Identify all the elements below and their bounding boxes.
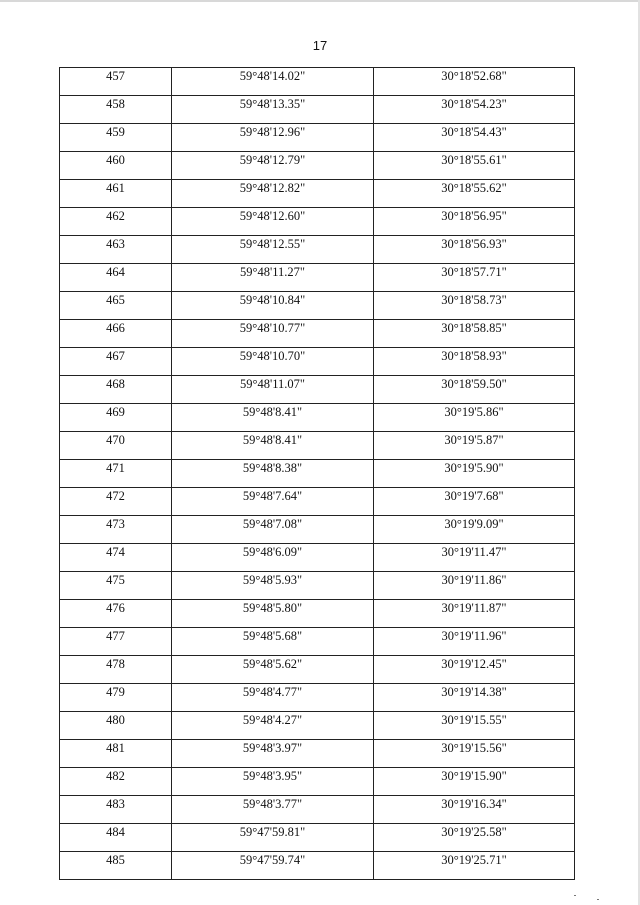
latitude-cell: 59°48'7.64" bbox=[172, 488, 374, 516]
longitude-cell: 30°19'11.47" bbox=[374, 544, 575, 572]
point-number-cell: 478 bbox=[60, 656, 172, 684]
page-number: 17 bbox=[312, 38, 328, 53]
table-row bbox=[60, 180, 575, 208]
latitude-cell: 59°48'7.08" bbox=[172, 516, 374, 544]
point-number-cell: 476 bbox=[60, 600, 172, 628]
point-number-cell: 464 bbox=[60, 264, 172, 292]
point-number-cell: 480 bbox=[60, 712, 172, 740]
table-row bbox=[60, 516, 575, 544]
table-row bbox=[60, 488, 575, 516]
latitude-cell: 59°48'4.27" bbox=[172, 712, 374, 740]
longitude-cell: 30°19'15.55" bbox=[374, 712, 575, 740]
table-row bbox=[60, 236, 575, 264]
table-row bbox=[60, 376, 575, 404]
longitude-cell: 30°18'54.43" bbox=[374, 124, 575, 152]
latitude-cell: 59°48'8.41" bbox=[172, 432, 374, 460]
point-number-cell: 462 bbox=[60, 208, 172, 236]
latitude-cell: 59°48'12.82" bbox=[172, 180, 374, 208]
point-number-cell: 479 bbox=[60, 684, 172, 712]
longitude-cell: 30°19'25.71" bbox=[374, 852, 575, 880]
latitude-cell: 59°48'11.07" bbox=[172, 376, 374, 404]
longitude-cell: 30°18'58.93" bbox=[374, 348, 575, 376]
longitude-cell: 30°19'11.86" bbox=[374, 572, 575, 600]
table-row bbox=[60, 320, 575, 348]
latitude-cell: 59°48'3.97" bbox=[172, 740, 374, 768]
longitude-cell: 30°18'56.93" bbox=[374, 236, 575, 264]
longitude-cell: 30°19'11.96" bbox=[374, 628, 575, 656]
table-row bbox=[60, 684, 575, 712]
table-row bbox=[60, 740, 575, 768]
latitude-cell: 59°48'12.96" bbox=[172, 124, 374, 152]
table-row bbox=[60, 600, 575, 628]
point-number-cell: 458 bbox=[60, 96, 172, 124]
table-row bbox=[60, 796, 575, 824]
point-number-cell: 460 bbox=[60, 152, 172, 180]
latitude-cell: 59°48'3.95" bbox=[172, 768, 374, 796]
longitude-cell: 30°18'57.71" bbox=[374, 264, 575, 292]
longitude-cell: 30°18'54.23" bbox=[374, 96, 575, 124]
point-number-cell: 463 bbox=[60, 236, 172, 264]
table-row bbox=[60, 768, 575, 796]
latitude-cell: 59°48'3.77" bbox=[172, 796, 374, 824]
latitude-cell: 59°48'11.27" bbox=[172, 264, 374, 292]
latitude-cell: 59°48'5.68" bbox=[172, 628, 374, 656]
longitude-cell: 30°18'58.73" bbox=[374, 292, 575, 320]
table-row bbox=[60, 152, 575, 180]
latitude-cell: 59°48'14.02" bbox=[172, 68, 374, 96]
table-row bbox=[60, 96, 575, 124]
page-top-edge bbox=[0, 0, 640, 2]
point-number-cell: 473 bbox=[60, 516, 172, 544]
point-number-cell: 471 bbox=[60, 460, 172, 488]
latitude-cell: 59°48'5.62" bbox=[172, 656, 374, 684]
table-row bbox=[60, 124, 575, 152]
longitude-cell: 30°19'15.56" bbox=[374, 740, 575, 768]
latitude-cell: 59°48'8.41" bbox=[172, 404, 374, 432]
latitude-cell: 59°47'59.81" bbox=[172, 824, 374, 852]
longitude-cell: 30°19'14.38" bbox=[374, 684, 575, 712]
longitude-cell: 30°19'15.90" bbox=[374, 768, 575, 796]
point-number-cell: 482 bbox=[60, 768, 172, 796]
table-row bbox=[60, 348, 575, 376]
table-row bbox=[60, 824, 575, 852]
point-number-cell: 472 bbox=[60, 488, 172, 516]
latitude-cell: 59°48'10.77" bbox=[172, 320, 374, 348]
latitude-cell: 59°48'12.79" bbox=[172, 152, 374, 180]
point-number-cell: 470 bbox=[60, 432, 172, 460]
latitude-cell: 59°48'10.70" bbox=[172, 348, 374, 376]
latitude-cell: 59°48'12.60" bbox=[172, 208, 374, 236]
table-row bbox=[60, 712, 575, 740]
latitude-cell: 59°48'13.35" bbox=[172, 96, 374, 124]
point-number-cell: 457 bbox=[60, 68, 172, 96]
longitude-cell: 30°19'5.86" bbox=[374, 404, 575, 432]
point-number-cell: 477 bbox=[60, 628, 172, 656]
point-number-cell: 461 bbox=[60, 180, 172, 208]
table-row bbox=[60, 292, 575, 320]
point-number-cell: 466 bbox=[60, 320, 172, 348]
table-row bbox=[60, 628, 575, 656]
latitude-cell: 59°48'4.77" bbox=[172, 684, 374, 712]
scan-speck bbox=[597, 899, 599, 900]
coordinates-table-body bbox=[60, 68, 575, 880]
longitude-cell: 30°18'52.68" bbox=[374, 68, 575, 96]
longitude-cell: 30°18'55.61" bbox=[374, 152, 575, 180]
latitude-cell: 59°48'8.38" bbox=[172, 460, 374, 488]
point-number-cell: 483 bbox=[60, 796, 172, 824]
longitude-cell: 30°19'7.68" bbox=[374, 488, 575, 516]
longitude-cell: 30°19'9.09" bbox=[374, 516, 575, 544]
longitude-cell: 30°19'16.34" bbox=[374, 796, 575, 824]
point-number-cell: 474 bbox=[60, 544, 172, 572]
table-row bbox=[60, 404, 575, 432]
table-row bbox=[60, 656, 575, 684]
table-row bbox=[60, 852, 575, 880]
longitude-cell: 30°19'5.90" bbox=[374, 460, 575, 488]
point-number-cell: 469 bbox=[60, 404, 172, 432]
point-number-cell: 485 bbox=[60, 852, 172, 880]
longitude-cell: 30°18'59.50" bbox=[374, 376, 575, 404]
point-number-cell: 459 bbox=[60, 124, 172, 152]
table-row bbox=[60, 208, 575, 236]
table-row bbox=[60, 460, 575, 488]
latitude-cell: 59°48'12.55" bbox=[172, 236, 374, 264]
scan-speck bbox=[574, 895, 576, 896]
longitude-cell: 30°19'12.45" bbox=[374, 656, 575, 684]
longitude-cell: 30°18'56.95" bbox=[374, 208, 575, 236]
latitude-cell: 59°47'59.74" bbox=[172, 852, 374, 880]
latitude-cell: 59°48'10.84" bbox=[172, 292, 374, 320]
point-number-cell: 484 bbox=[60, 824, 172, 852]
point-number-cell: 467 bbox=[60, 348, 172, 376]
longitude-cell: 30°19'25.58" bbox=[374, 824, 575, 852]
longitude-cell: 30°18'58.85" bbox=[374, 320, 575, 348]
table-row bbox=[60, 572, 575, 600]
table-row bbox=[60, 68, 575, 96]
point-number-cell: 468 bbox=[60, 376, 172, 404]
latitude-cell: 59°48'5.93" bbox=[172, 572, 374, 600]
latitude-cell: 59°48'6.09" bbox=[172, 544, 374, 572]
point-number-cell: 465 bbox=[60, 292, 172, 320]
point-number-cell: 481 bbox=[60, 740, 172, 768]
longitude-cell: 30°18'55.62" bbox=[374, 180, 575, 208]
point-number-cell: 475 bbox=[60, 572, 172, 600]
longitude-cell: 30°19'5.87" bbox=[374, 432, 575, 460]
latitude-cell: 59°48'5.80" bbox=[172, 600, 374, 628]
table-row bbox=[60, 264, 575, 292]
longitude-cell: 30°19'11.87" bbox=[374, 600, 575, 628]
table-row bbox=[60, 432, 575, 460]
table-row bbox=[60, 544, 575, 572]
coordinates-table bbox=[59, 67, 575, 880]
